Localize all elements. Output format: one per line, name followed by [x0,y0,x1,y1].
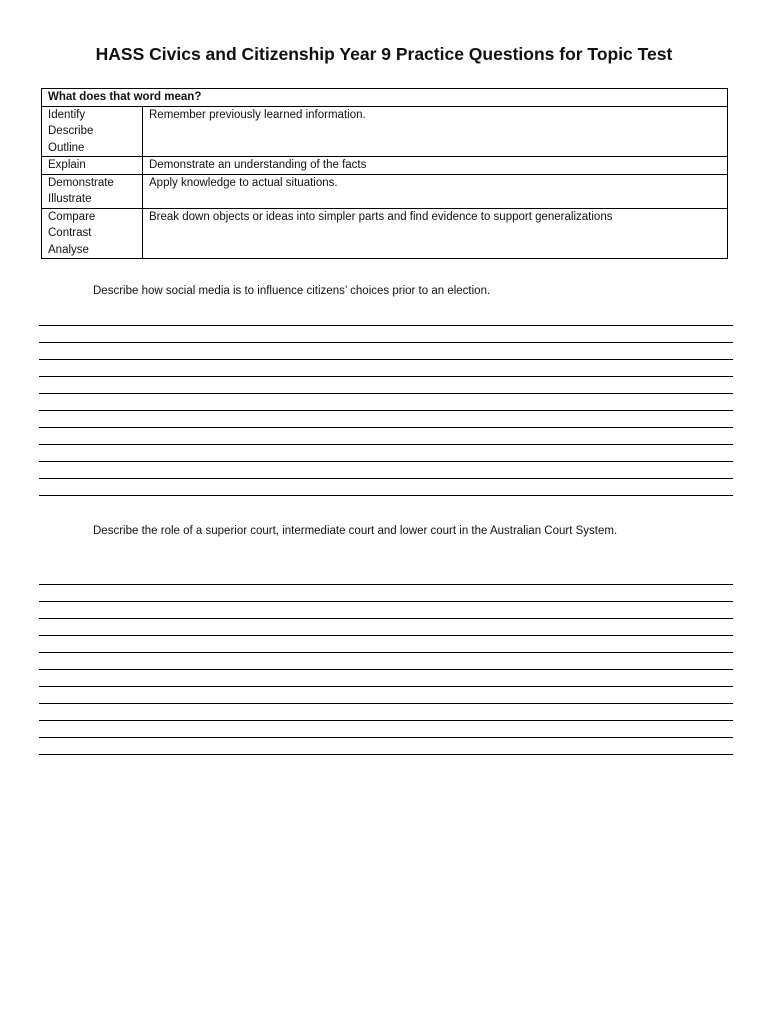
answer-line[interactable] [39,479,733,496]
answer-lines-1[interactable] [39,309,733,496]
answer-line[interactable] [39,636,733,653]
answer-line[interactable] [39,602,733,619]
answer-line[interactable] [39,619,733,636]
glossary-terms [42,208,143,259]
glossary-term: Outline [48,141,85,154]
glossary-term: Demonstrate [48,176,114,189]
answer-line[interactable] [39,309,733,326]
answer-line[interactable] [39,653,733,670]
glossary-term: Contrast [48,227,92,239]
glossary-term: Illustrate [48,193,92,205]
answer-line[interactable] [39,445,733,462]
glossary-definition: Remember previously learned information. [143,106,728,157]
glossary-term: Analyse [48,243,89,256]
glossary-term: Compare [48,210,96,223]
glossary-term: Explain [48,159,86,171]
answer-line[interactable] [39,428,733,445]
glossary-definition: Demonstrate an understanding of the facts [143,157,728,175]
glossary-term: Identify [48,108,86,121]
question-1: Describe how social media is to influence citizens’ choices prior to an election. [93,285,491,297]
answer-line[interactable] [39,738,733,755]
glossary-definition: Break down objects or ideas into simpler parts and find evidence to support generalizations [143,208,728,259]
glossary-table [41,88,728,259]
answer-line[interactable] [39,377,733,394]
glossary-terms [42,106,143,157]
answer-line[interactable] [39,704,733,721]
answer-line[interactable] [39,326,733,343]
glossary-definition: Apply knowledge to actual situations. [143,174,728,208]
answer-line[interactable] [39,462,733,479]
glossary-terms [42,174,143,208]
answer-line[interactable] [39,411,733,428]
answer-lines-2[interactable] [39,568,733,755]
page-title: HASS Civics and Citizenship Year 9 Practice Questions for Topic Test [95,44,673,64]
answer-line[interactable] [39,670,733,687]
answer-line[interactable] [39,568,733,585]
question-2: Describe the role of a superior court, intermediate court and lower court in the Australian Court System. [93,525,618,537]
answer-line[interactable] [39,687,733,704]
glossary-row [42,157,728,175]
answer-line[interactable] [39,394,733,411]
answer-line[interactable] [39,343,733,360]
glossary-header: What does that word mean? [42,89,728,107]
glossary-row [42,106,728,157]
glossary-row [42,174,728,208]
glossary-term: Describe [48,125,94,137]
answer-line[interactable] [39,585,733,602]
glossary-header-row [42,89,728,107]
glossary-terms [42,157,143,175]
answer-line[interactable] [39,360,733,377]
answer-line[interactable] [39,721,733,738]
glossary-row [42,208,728,259]
